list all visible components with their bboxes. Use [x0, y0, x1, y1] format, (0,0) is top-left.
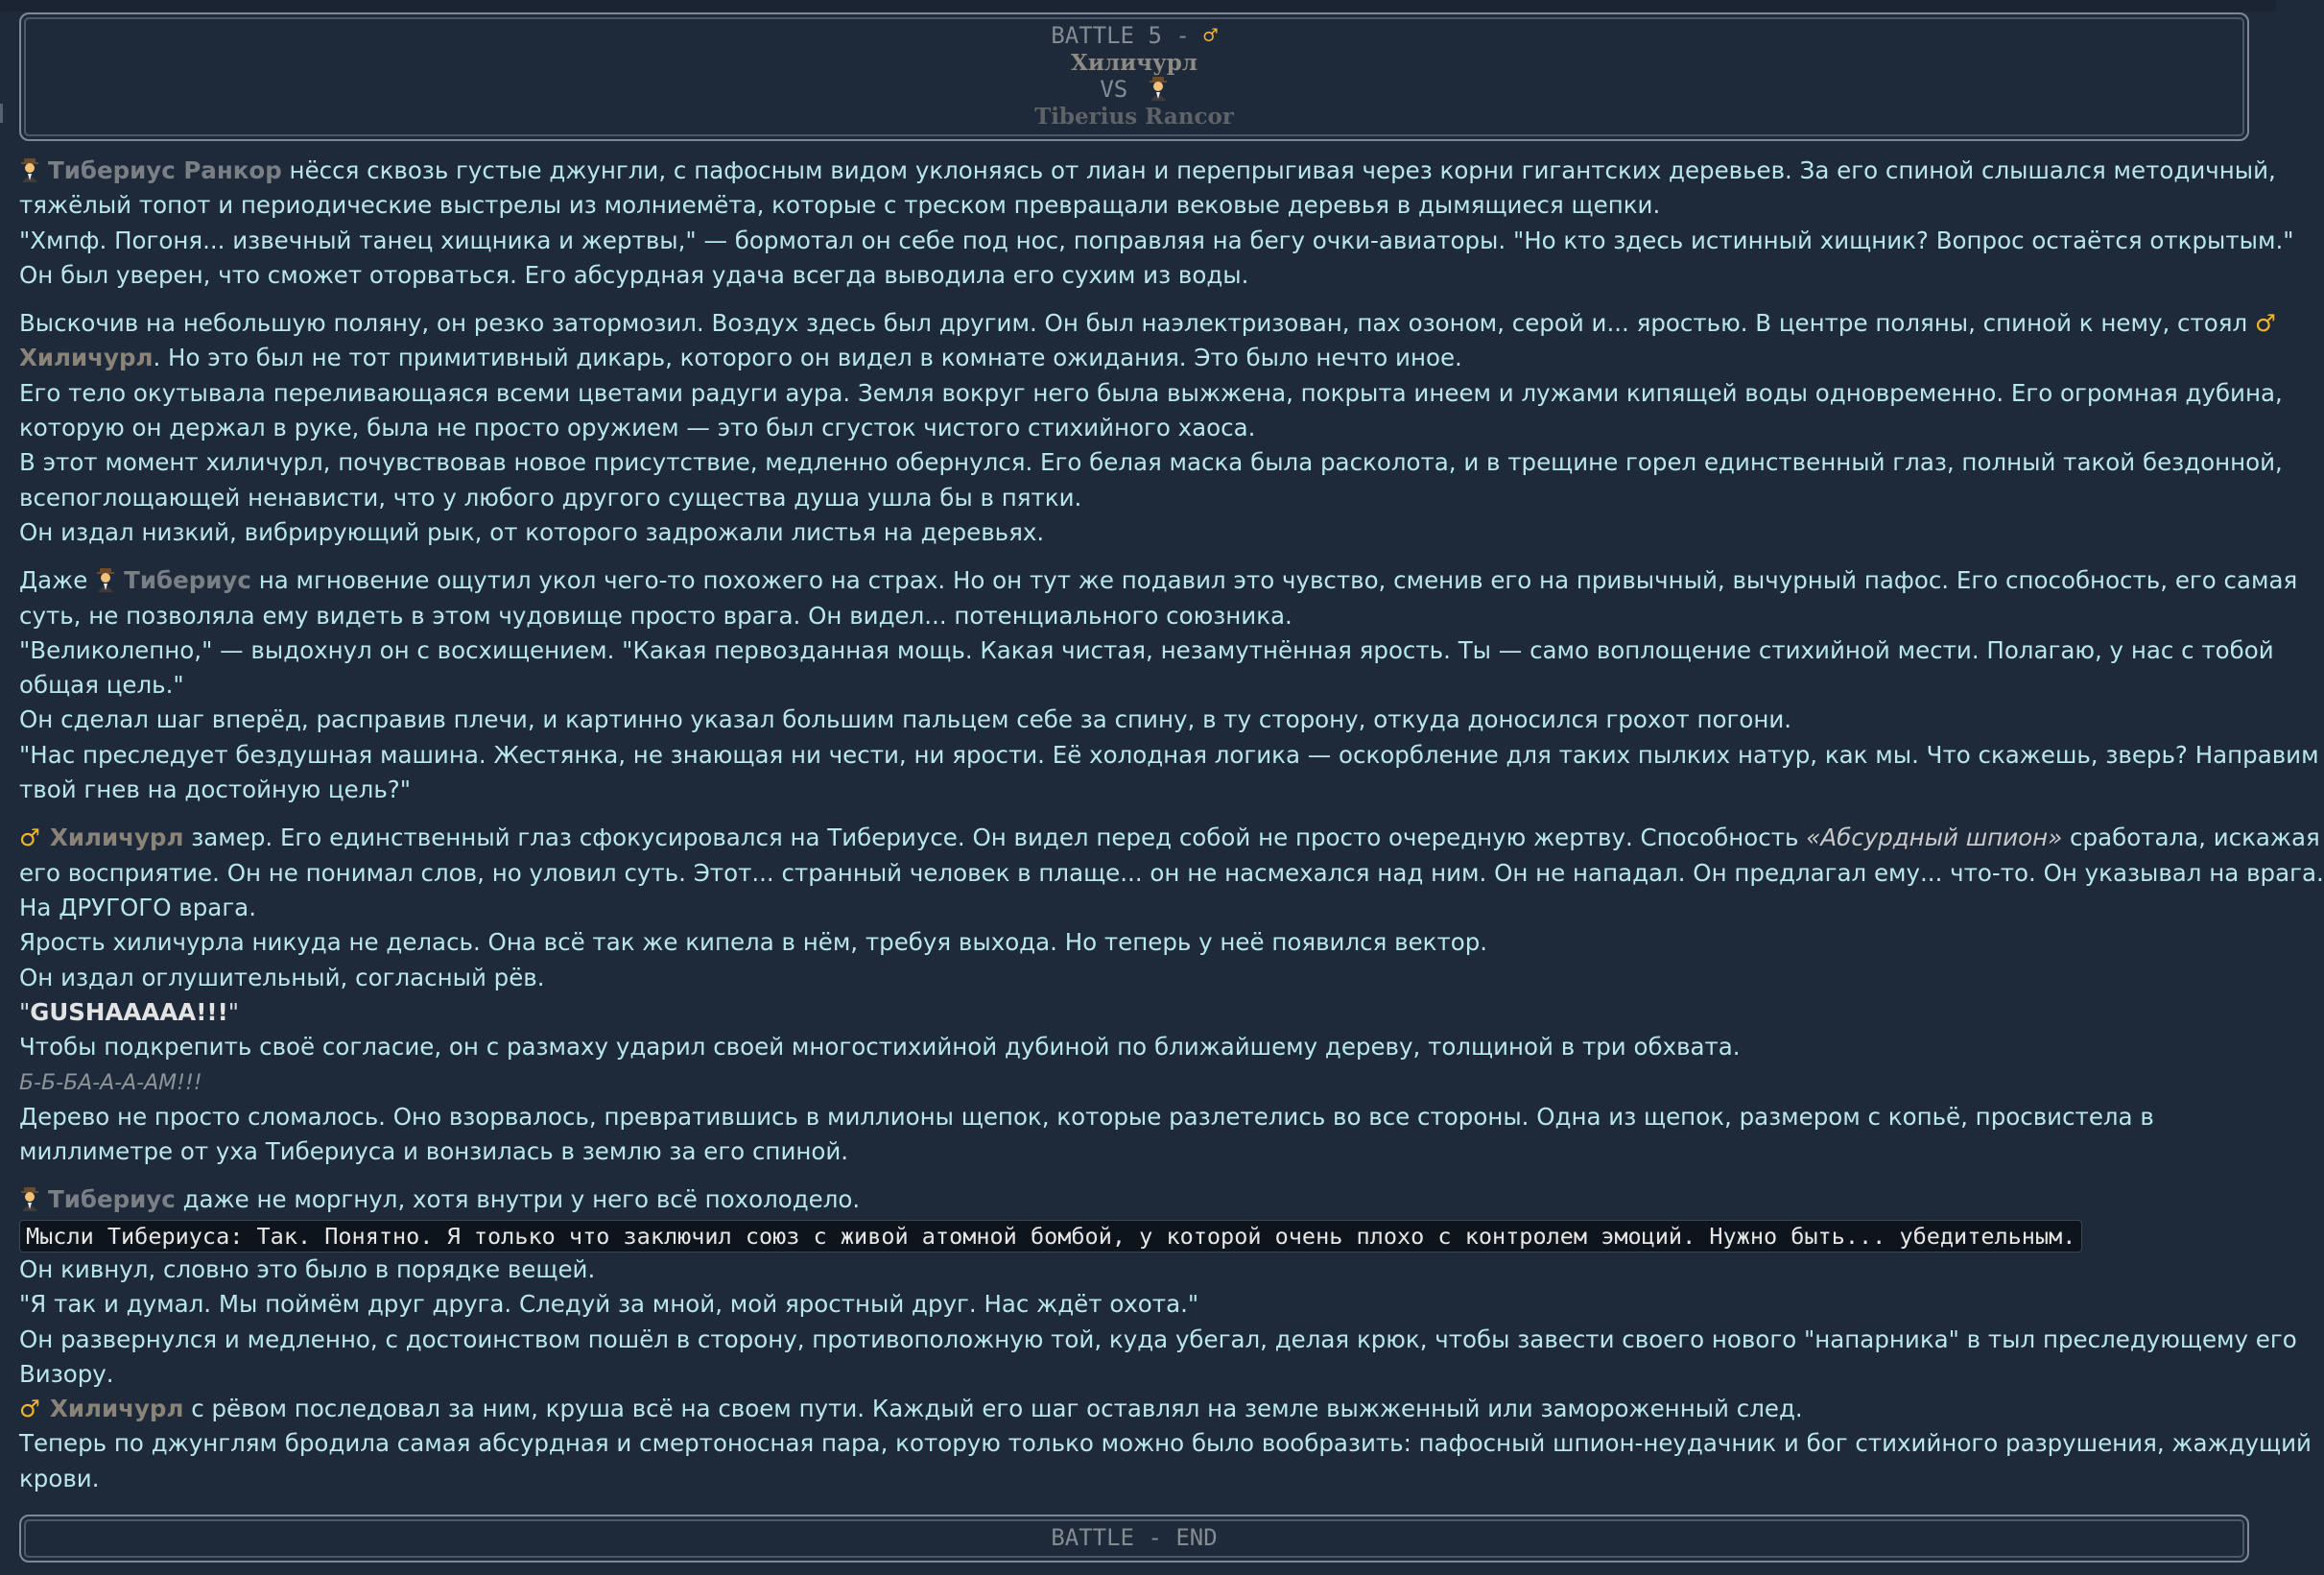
male-sign-icon: ♂	[19, 823, 40, 852]
battle-end-label: BATTLE - END	[1051, 1524, 1218, 1551]
speaker-name: Тибериус	[48, 1185, 176, 1214]
story-text: нёсся сквозь густые джунгли, с пафосным видом уклоняясь от лиан и перепрыгивая через корни гигантских деревьев. За его спиной слышался методичный,	[289, 156, 2276, 184]
speaker-name: Хиличурл	[49, 1395, 184, 1423]
story-text: . Но это был не тот примитивный дикарь, которого он видел в комнате ожидания. Это было нечто иное.	[153, 344, 1462, 372]
story-line	[19, 563, 2298, 598]
story-line: всепоглощающей ненависти, что у любого другого существа душа ушла бы в пятки.	[19, 483, 1082, 512]
speaker-name: Тибериус Ранкор	[48, 156, 282, 184]
battle-title: BATTLE 5 -	[1051, 22, 1190, 49]
detective-icon	[1148, 76, 1169, 101]
story-line: Он сделал шаг вперёд, расправив плечи, и картинно указал большим пальцем себе за спину, в ту сторону, откуда доносился грохот погони.	[19, 705, 1792, 734]
story-line	[19, 341, 2255, 375]
story-line	[19, 154, 2276, 188]
thought-code-block: Мысли Тибериуса: Так. Понятно. Я только что заключил союз с живой атомной бомбой, у которой очень плохо с контролем эмоций. Нужно быть... убедительным.	[19, 1220, 2082, 1253]
story-line: Его тело окутывала переливающаяся всеми цветами радуги аура. Земля вокруг него была выжжена, покрыта инеем и лужами кипящей воды одновременно. Его огромная дубина,	[19, 378, 2283, 407]
speaker-name: Тибериус	[124, 566, 251, 595]
story-line: Он развернулся и медленно, с достоинством пошёл в сторону, противоположную той, куда убегал, делая крюк, чтобы завести своего нового "напарника" в тыл преследующему его	[19, 1324, 2297, 1353]
vs-line	[21, 76, 2247, 103]
story-line: На ДРУГОГО врага.	[19, 893, 256, 921]
speaker-name: Хиличурл	[19, 344, 154, 372]
battle-header-box	[19, 12, 2249, 141]
story-line: суть, не позволяла ему видеть в этом чудовище просто врага. Он видел... потенциального союзника.	[19, 601, 1292, 630]
story-line: крови.	[19, 1464, 100, 1492]
story-content	[19, 154, 2324, 1496]
story-line: Чтобы подкрепить своё согласие, он с размаху ударил своей многостихийной дубиной по ближайшему дереву, толщиной в три обхвата.	[19, 1033, 1741, 1062]
story-line	[19, 1392, 2255, 1426]
speaker-name: Хиличурл	[49, 823, 184, 852]
fighter1-name: Хиличурл	[1070, 50, 1198, 76]
story-line	[19, 821, 2320, 855]
story-line: твой гнев на достойную цель?"	[19, 776, 412, 804]
story-line: Он был уверен, что сможет оторваться. Его абсурдная удача всегда выводила его сухим из воды.	[19, 260, 1249, 289]
story-line: Он издал низкий, вибрирующий рык, от которого задрожали листья на деревьях.	[19, 517, 1045, 546]
story-text: замер. Его единственный глаз сфокусировался на Тибериусе. Он видел перед собой не просто очередную жертву. Способность	[191, 823, 1799, 852]
detective-icon	[95, 567, 116, 592]
story-line: Ярость хиличурла никуда не делась. Она всё так же кипела в нём, требуя выхода. Но теперь у неё появился вектор.	[19, 928, 1488, 957]
story-line: его восприятие. Он не понимал слов, но уловил суть. Этот... странный человек в плаще... он не насмехался над ним. Он не нападал. Он предлагал ему... что-то. Он указывал на врага.	[19, 858, 2324, 887]
shout-text: GUSHAAAAA!!!	[30, 997, 228, 1026]
story-line	[19, 1064, 2255, 1099]
fighter2-name: Tiberius Rancor	[1034, 104, 1234, 130]
story-line: Теперь по джунглям бродила самая абсурдная и смертоносная пара, которую только можно было вообразить: пафосный шпион-неудачник и бог стихийного разрушения, жаждущий	[19, 1429, 2312, 1458]
story-line: общая цель."	[19, 671, 184, 700]
ability-name: «Абсурдный шпион»	[1806, 823, 2063, 852]
story-line: Он кивнул, словно это было в порядке вещей.	[19, 1254, 596, 1283]
story-line	[19, 1182, 2255, 1217]
battle-title-line	[21, 22, 2247, 49]
fighter2-line	[21, 103, 2247, 130]
sound-effect: Б-Б-БА-А-А-АМ!!!	[19, 1071, 202, 1096]
quote-mark: "	[227, 997, 240, 1026]
story-line: миллиметре от уха Тибериуса и вонзилась в землю за его спиной.	[19, 1137, 849, 1166]
fighter1-line	[21, 49, 2247, 76]
story-line: "Великолепно," — выдохнул он с восхищением. "Какая первозданная мощь. Какая чистая, незамутнённая ярость. Ты — само воплощение стихийной мести. Полагаю, у нас с тобой	[19, 635, 2274, 664]
story-text: Выскочив на небольшую поляну, он резко затормозил. Воздух здесь был другим. Он был наэлектризован, пах озоном, серой и... яростью. В центре поляны, спиной к нему, стоял	[19, 309, 2248, 338]
story-text: с рёвом последовал за ним, круша всё на своем пути. Каждый его шаг оставлял на земле выжженный или замороженный след.	[191, 1395, 1803, 1423]
story-line: Визору.	[19, 1359, 114, 1388]
male-sign-icon: ♂	[2254, 309, 2276, 338]
story-text: Даже	[19, 566, 88, 595]
male-sign-icon: ♂	[19, 1395, 40, 1423]
male-sign-icon: ♂	[1203, 22, 1218, 49]
story-line: "Я так и думал. Мы поймём друг друга. Следуй за мной, мой яростный друг. Нас ждёт охота."	[19, 1290, 1199, 1319]
story-line: "Хмпф. Погоня... извечный танец хищника и жертвы," — бормотал он себе под нос, поправляя на бегу очки-авиаторы. "Но кто здесь истинный хищник? Вопрос остаётся открытым."	[19, 226, 2294, 254]
detective-icon	[19, 1186, 40, 1211]
story-line: Дерево не просто сломалось. Оно взорвалось, превратившись в миллионы щепок, которые разлетелись во все стороны. Одна из щепок, размером с копьё, просвистела в	[19, 1102, 2154, 1131]
story-line: Он издал оглушительный, согласный рёв.	[19, 963, 545, 991]
story-line: которую он держал в руке, была не просто оружием — это был сгусток чистого стихийного хаоса.	[19, 414, 1256, 442]
story-line: В этот момент хиличурл, почувствовав новое присутствие, медленно обернулся. Его белая маска была расколота, и в трещине горел единственный глаз, полный такой бездонной,	[19, 448, 2283, 477]
vs-label: VS	[1100, 76, 1128, 103]
battle-end-box	[19, 1515, 2249, 1563]
story-text: даже не моргнул, хотя внутри у него всё похолодело.	[182, 1185, 861, 1214]
top-toolbar-strip	[0, 0, 2276, 12]
story-line: тяжёлый топот и периодические выстрелы из молниемёта, которые с треском превращали вековые деревья в дымящиеся щепки.	[19, 191, 1661, 220]
story-line	[19, 995, 2255, 1030]
detective-icon	[19, 157, 40, 182]
story-line	[19, 306, 2276, 341]
story-text: на мгновение ощутил укол чего-то похожего на страх. Но он тут же подавил это чувство, сменив его на привычный, вычурный пафос. Его способность, его самая	[258, 566, 2298, 595]
story-line	[19, 1218, 2255, 1253]
story-line: "Нас преследует бездушная машина. Жестянка, не знающая ни чести, ни ярости. Её холодная логика — оскорбление для таких пылких натур, как мы. Что скажешь, зверь? Направим	[19, 740, 2319, 769]
story-text: сработала, искажая	[2070, 823, 2320, 852]
scroll-handle[interactable]	[0, 104, 3, 123]
quote-mark: "	[19, 997, 31, 1026]
